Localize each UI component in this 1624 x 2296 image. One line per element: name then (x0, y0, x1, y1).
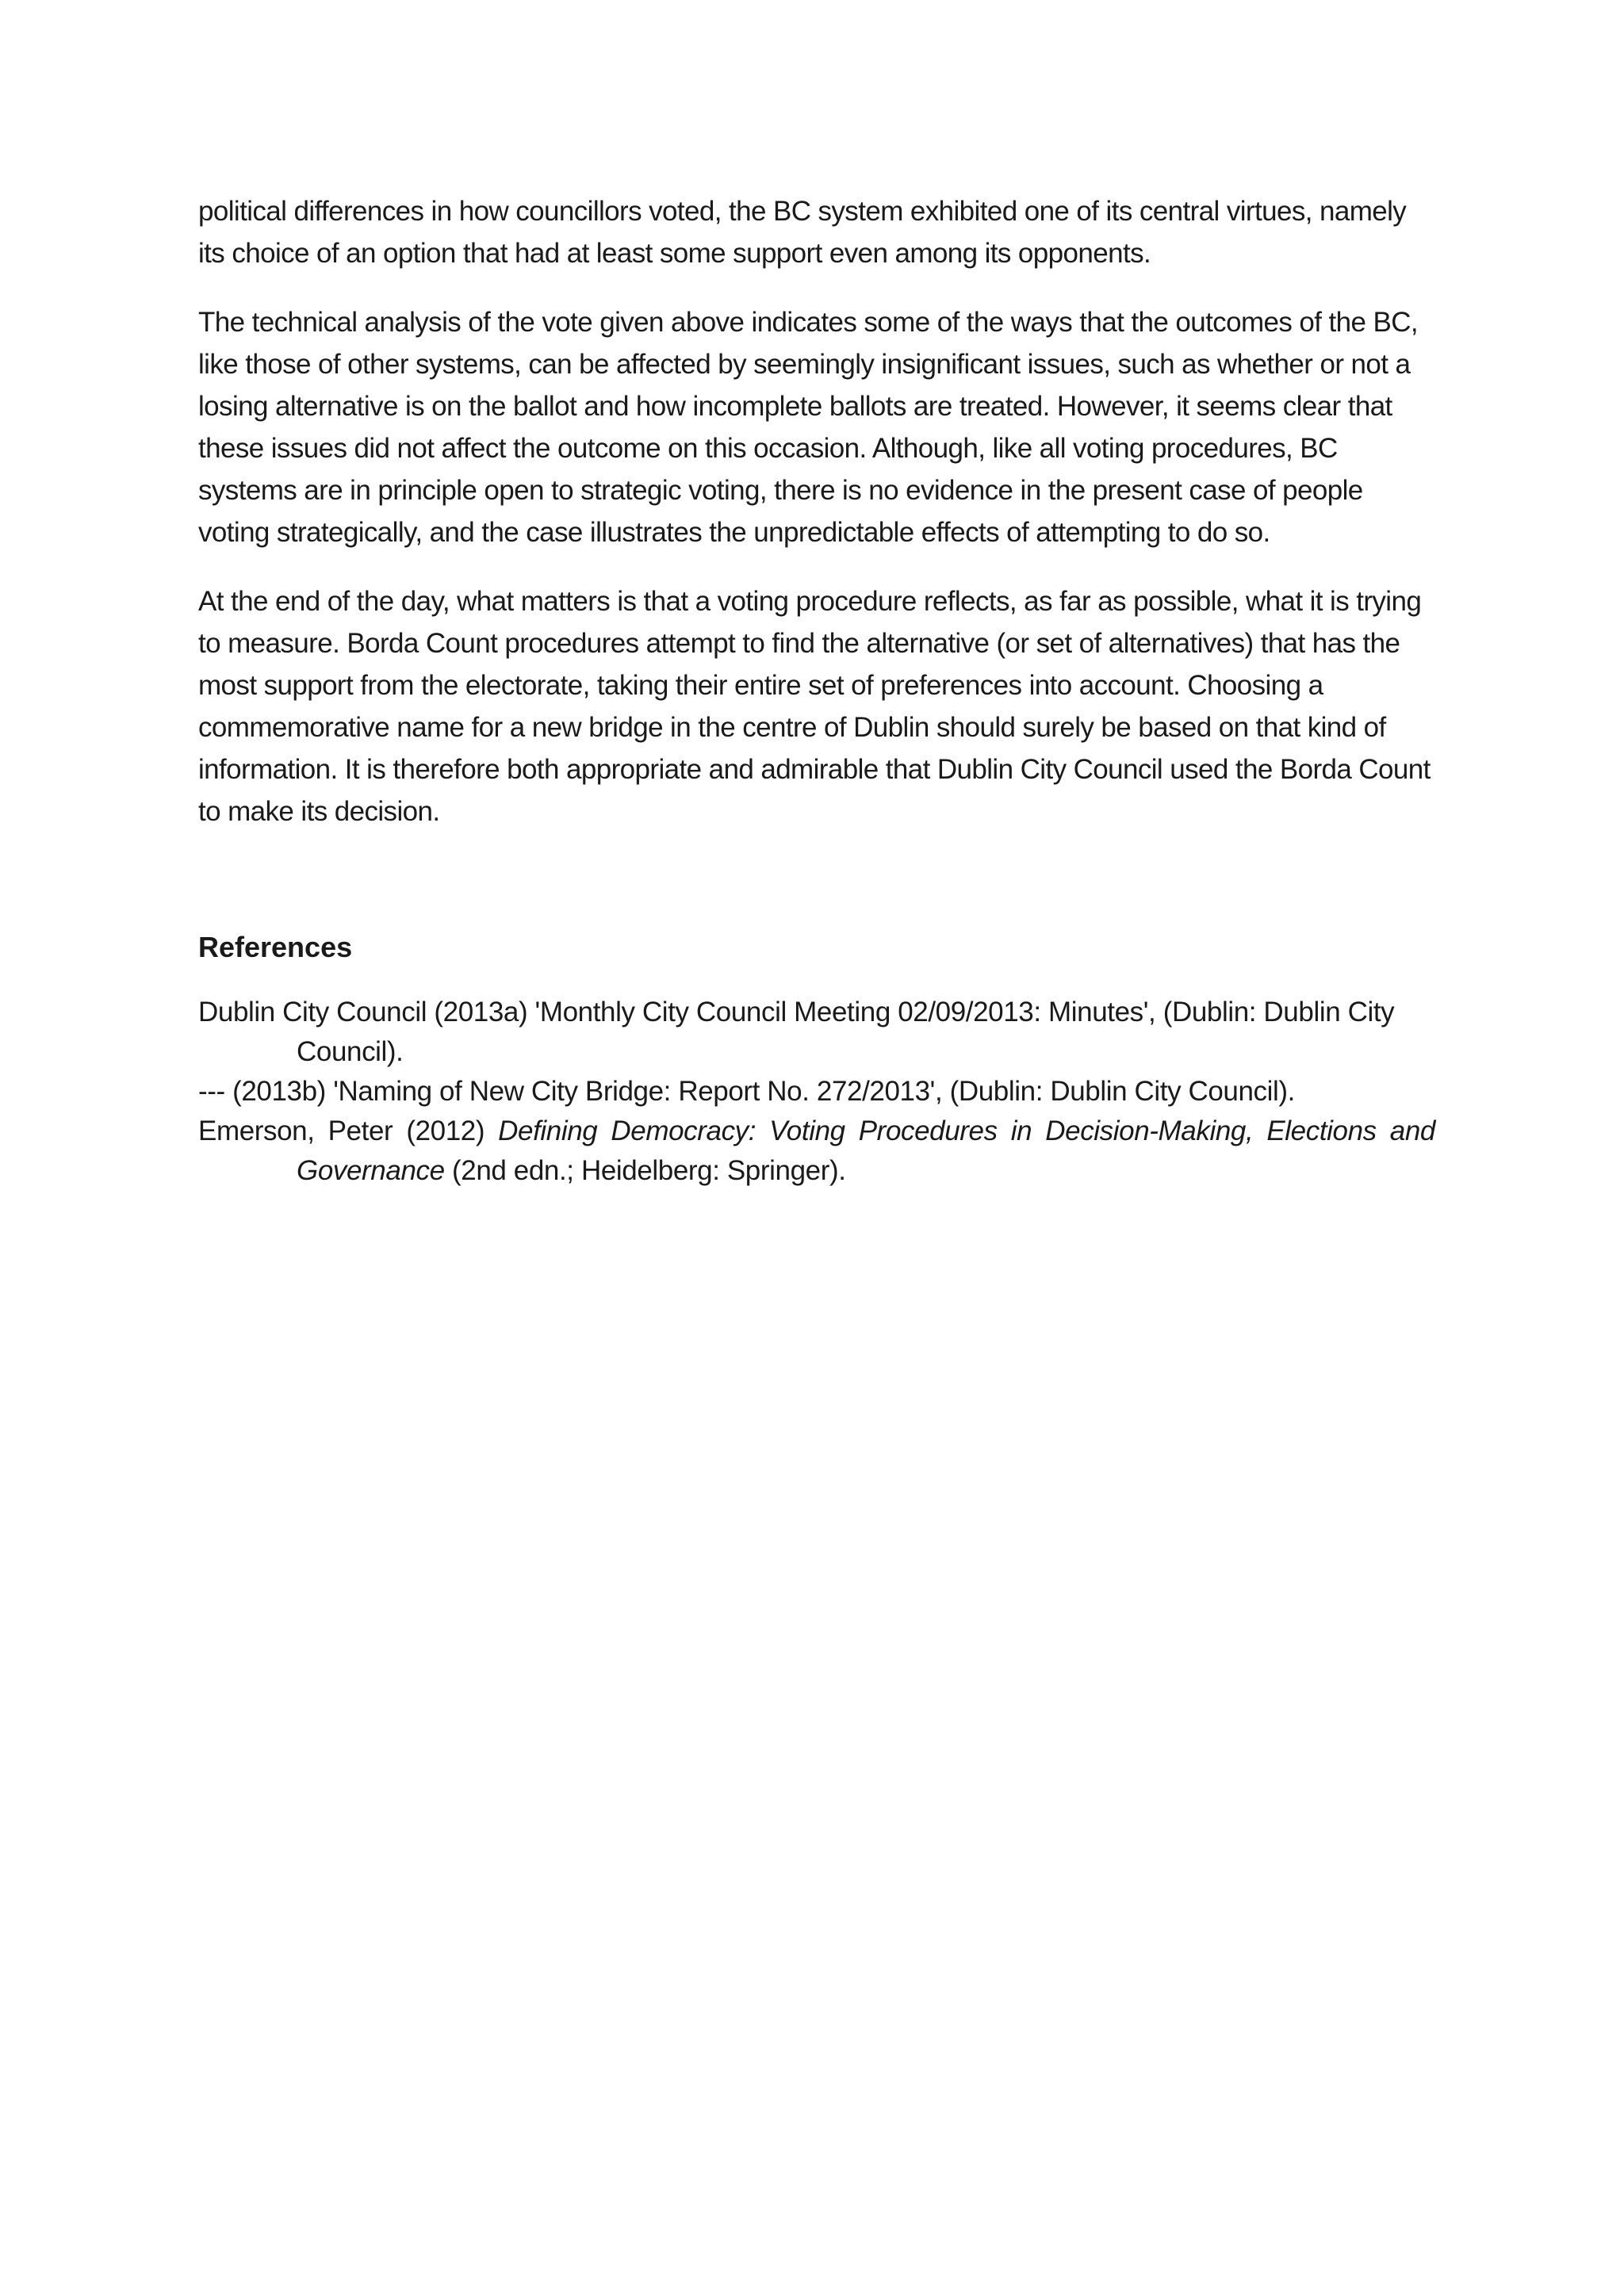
reference-author: Emerson, Peter (2012) (198, 1115, 499, 1146)
reference-list (198, 993, 1435, 1191)
reference-publisher: (2nd edn.; Heidelberg: Springer). (444, 1155, 846, 1186)
body-paragraph-1: political differences in how councillors voted, the BC system exhibited one of its central virtues, namely its choice of an option that had at least some support even among its opponents. (198, 196, 1407, 269)
references-heading: References (198, 931, 353, 963)
reference-entry-dublin-2013a: Dublin City Council (2013a) 'Monthly City Council Meeting 02/09/2013: Minutes', (Dublin: Dublin City Council). (198, 997, 1395, 1067)
reference-title: Defining Democracy: Voting Procedures in Decision-Making, Elections and Governance (297, 1115, 1435, 1186)
page-content (198, 190, 1435, 1191)
reference-entry-dublin-2013b: --- (2013b) 'Naming of New City Bridge: Report No. 272/2013', (Dublin: Dublin City Council). (198, 1076, 1295, 1107)
body-paragraph-2: The technical analysis of the vote given above indicates some of the ways that the outcomes of the BC, like those of other systems, can be affected by seemingly insignificant issues, such as whether or not a losing alternative is on the ballot and how incomplete ballots are treated. However, it seems clear that these issues did not affect the outcome on this occasion. Although, like all voting procedures, BC systems are in principle open to strategic voting, there is no evidence in the present case of people voting strategically, and the case illustrates the unpredictable effects of attempting to do so. (198, 307, 1419, 548)
body-paragraph-3: At the end of the day, what matters is that a voting procedure reflects, as far as possible, what it is trying to measure. Borda Count procedures attempt to find the alternative (or set of alternatives) that has the most support from the electorate, taking their entire set of preferences into account. Choosing a commemorative name for a new bridge in the centre of Dublin should surely be based on that kind of information. It is therefore both appropriate and admirable that Dublin City Council used the Borda Count to make its decision. (198, 586, 1431, 827)
reference-entry-emerson-2012 (198, 1112, 1435, 1191)
